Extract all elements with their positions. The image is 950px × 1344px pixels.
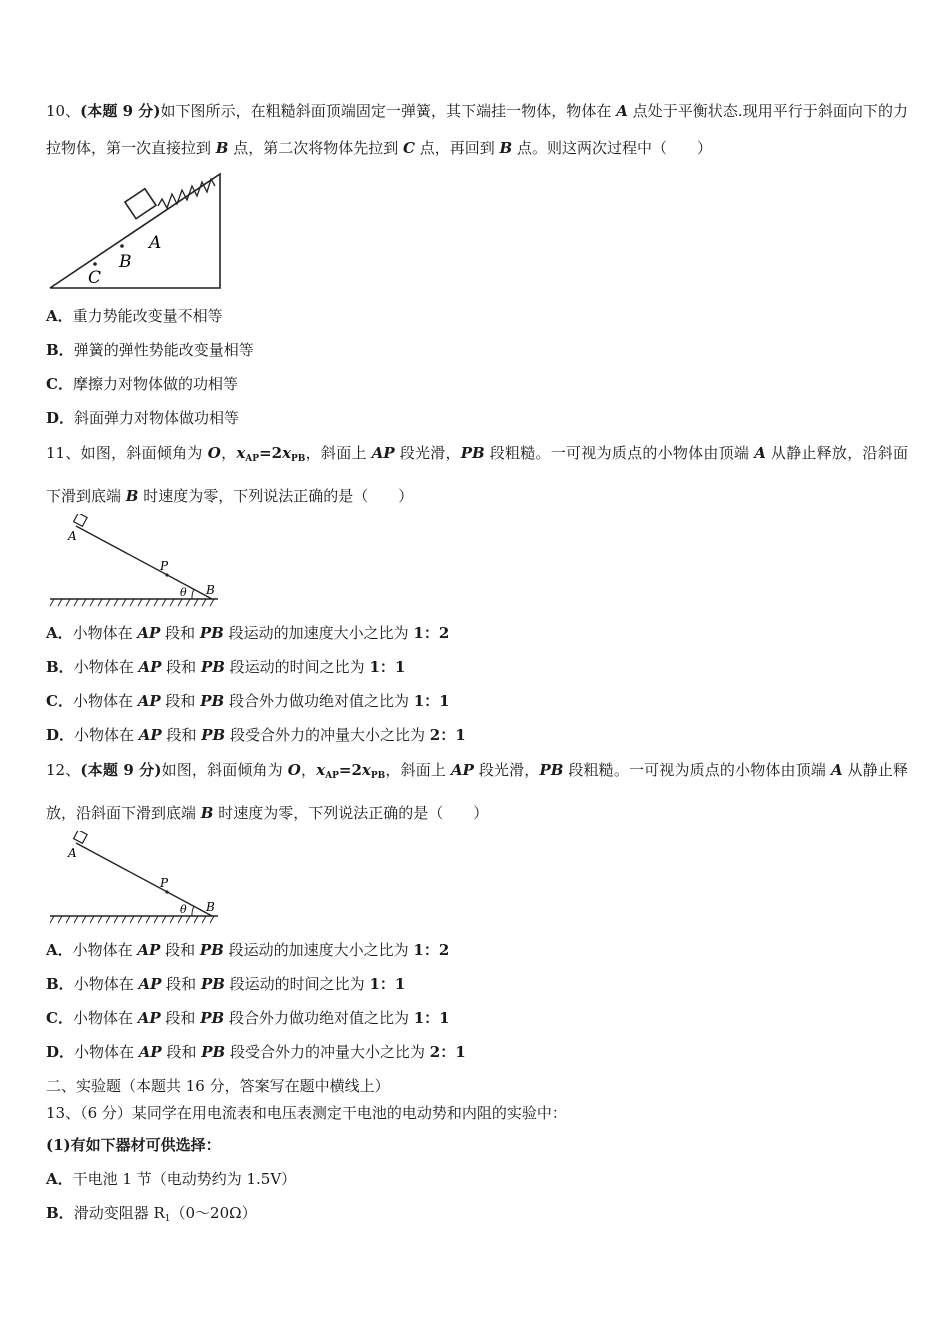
fig-label-b: B [206,583,215,597]
q12-option-c: C．小物体在 AP 段和 PB 段合外力做功绝对值之比为 1：1 [46,1009,450,1027]
fig-label-p: P [160,559,169,573]
fig-label-a: A [149,233,162,253]
q12-option-a: A．小物体在 AP 段和 PB 段运动的加速度大小之比为 1：2 [46,941,450,959]
q10-option-b: B．弹簧的弹性势能改变量相等 [46,341,254,359]
incline-figure-q11 [46,514,226,610]
section-title: 二、实验题（本题共 16 分，答案写在题中横线上） [46,1077,390,1095]
fig-label-b: B [206,900,215,914]
q11-option-a: A．小物体在 AP 段和 PB 段运动的加速度大小之比为 1：2 [46,624,450,642]
q13-option-a: A．干电池 1 节（电动势约为 1.5V） [46,1170,297,1188]
question-10-stem: 10、(本题 9 分)如下图所示，在粗糙斜面顶端固定一弹簧，其下端挂一物体，物体在 A 点处于平衡状态.现用平行于斜面向下的力拉物体，第一次直接拉到 B 点，第二次将物体先拉到 C 点，再回到 B 点。则这两次过程中（ ） [46,102,908,157]
q10-option-c: C．摩擦力对物体做的功相等 [46,375,238,393]
incline-figure-q12 [46,831,226,927]
q11-option-c: C．小物体在 AP 段和 PB 段合外力做功绝对值之比为 1：1 [46,692,450,710]
q11-option-d: D．小物体在 AP 段和 PB 段受合外力的冲量大小之比为 2：1 [46,726,466,744]
question-12-stem: 12、(本题 9 分)如图，斜面倾角为 O，$x_{AP}=2x_{PB}$，斜面上 AP 段光滑，PB 段粗糙。一可视为质点的小物体由顶端 A 从静止释放，沿斜面下滑到底端 B 时速度为零，下列说法正确的是（ ） [46,761,908,822]
fig-label-a: A [68,529,77,543]
fig-label-p: P [160,876,169,890]
fig-label-a: A [68,846,77,860]
incline-spring-figure [46,168,226,290]
q12-option-b: B．小物体在 AP 段和 PB 段运动的时间之比为 1：1 [46,975,406,993]
fig-label-c: C [88,268,102,288]
question-11-stem: 11、如图，斜面倾角为 O，$x_{AP}=2x_{PB}$，斜面上 AP 段光滑，PB 段粗糙。一可视为质点的小物体由顶端 A 从静止释放，沿斜面下滑到底端 B 时速度为零，下列说法正确的是（ ） [46,444,908,505]
q10-option-d: D．斜面弹力对物体做功相等 [46,409,240,427]
fig-label-b: B [119,252,132,272]
question-13-intro: 13、（6 分）某同学在用电流表和电压表测定干电池的电动势和内阻的实验中： [46,1104,567,1122]
q13-option-b: B．滑动变阻器 $R_1(0\sim 20\Omega)$ [46,1204,257,1224]
q11-option-b: B．小物体在 AP 段和 PB 段运动的时间之比为 1：1 [46,658,406,676]
q12-option-d: D．小物体在 AP 段和 PB 段受合外力的冲量大小之比为 2：1 [46,1043,466,1061]
fig-label-theta: θ [180,586,187,599]
fig-label-theta: θ [180,903,187,916]
q10-option-a: A．重力势能改变量不相等 [46,307,223,325]
q13-subquestion-1: (1)有如下器材可供选择： [46,1136,221,1154]
